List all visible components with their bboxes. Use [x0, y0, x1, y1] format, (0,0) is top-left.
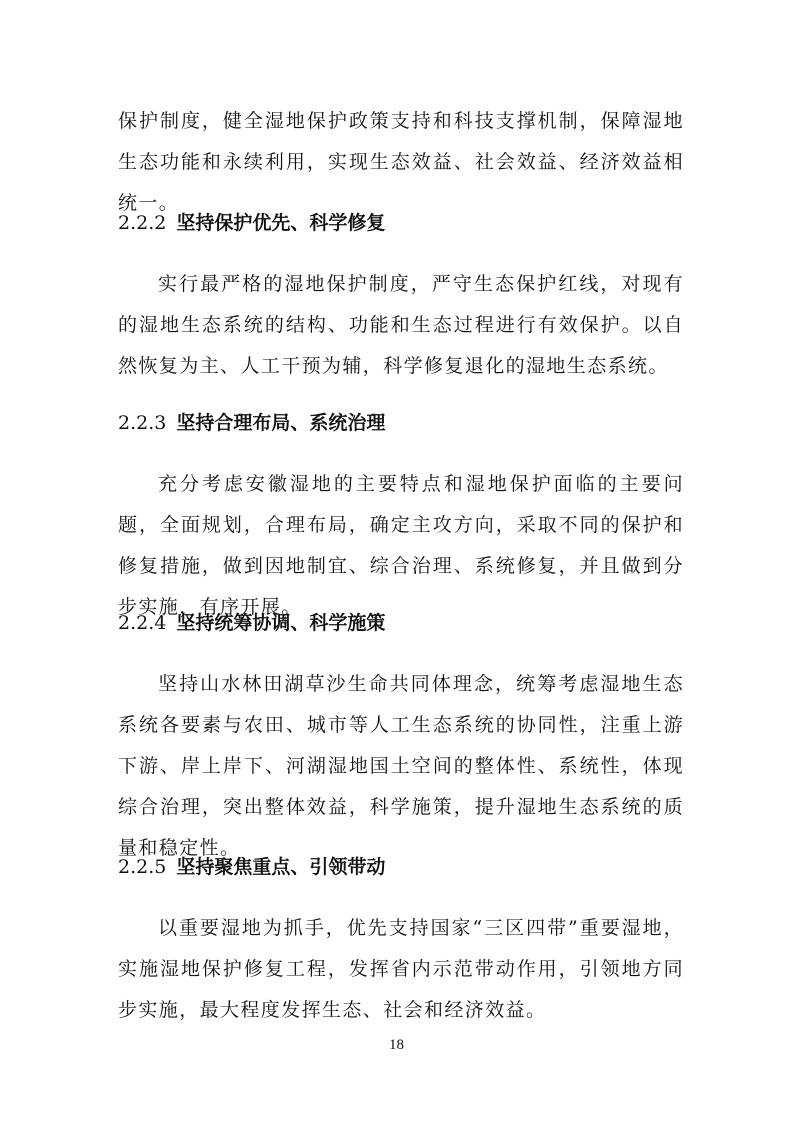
section-number: 2.2.5 — [118, 856, 167, 878]
section-heading-2-2-3 — [118, 409, 684, 437]
section-heading-2-2-5 — [118, 853, 684, 881]
section-body-2-2-5: 以重要湿地为抓手，优先支持国家“三区四带”重要湿地，实施湿地保护修复工程，发挥省内示范带动作用，引领地方同步实施，最大程度发挥生态、社会和经济效益。 — [118, 917, 684, 1021]
section-heading-2-2-4 — [118, 609, 684, 637]
section-title: 坚持聚焦重点、引领带动 — [176, 856, 386, 878]
page-number: 18 — [389, 1037, 404, 1053]
section-heading-2-2-2 — [118, 209, 684, 237]
intro-paragraph: 保护制度，健全湿地保护政策支持和科技支撑机制，保障湿地生态功能和永续利用，实现生态效益、社会效益、经济效益相统一。 — [118, 110, 684, 214]
section-title: 坚持保护优先、科学修复 — [176, 212, 386, 234]
section-title: 坚持统筹协调、科学施策 — [176, 612, 386, 634]
section-title: 坚持合理布局、系统治理 — [176, 412, 386, 434]
section-body-2-2-3: 充分考虑安徽湿地的主要特点和湿地保护面临的主要问题，全面规划，合理布局，确定主攻方向，采取不同的保护和修复措施，做到因地制宜、综合治理、系统修复，并且做到分步实施，有序开展。 — [118, 473, 684, 618]
section-number: 2.2.4 — [118, 612, 167, 634]
section-body-2-2-2: 实行最严格的湿地保护制度，严守生态保护红线，对现有的湿地生态系统的结构、功能和生态过程进行有效保护。以自然恢复为主、人工干预为辅，科学修复退化的湿地生态系统。 — [118, 273, 684, 377]
section-body-2-2-4: 坚持山水林田湖草沙生命共同体理念，统筹考虑湿地生态系统各要素与农田、城市等人工生态系统的协同性，注重上游下游、岸上岸下、河湖湿地国土空间的整体性、系统性，体现综合治理，突出整体效益，科学施策，提升湿地生态系统的质量和稳定性。 — [118, 673, 684, 859]
section-number: 2.2.2 — [118, 212, 167, 234]
section-number: 2.2.3 — [118, 412, 167, 434]
